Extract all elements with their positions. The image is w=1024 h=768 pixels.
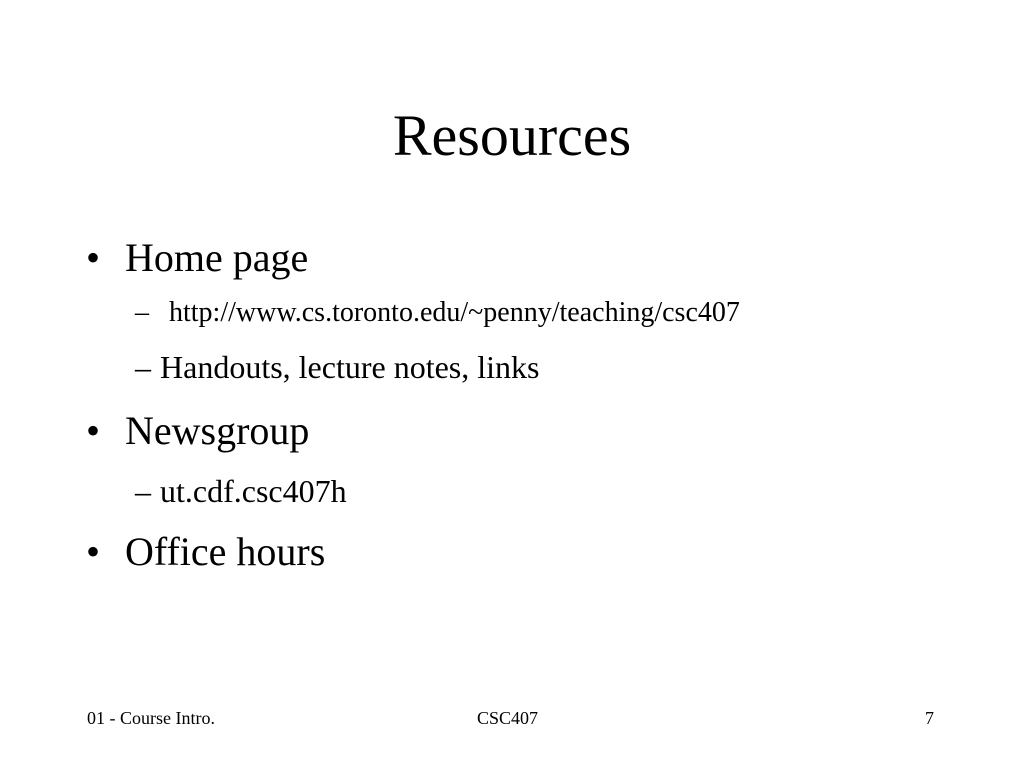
bullet-icon: • <box>86 408 101 453</box>
dash-icon: – <box>135 297 149 328</box>
bullet-label: Home page <box>125 235 309 280</box>
subitem-label: ut.cdf.csc407h <box>160 473 347 509</box>
bullet-label: Newsgroup <box>125 408 310 453</box>
dash-icon: – <box>135 473 151 509</box>
slide-title: Resources <box>392 103 632 168</box>
footer-course-code: CSC407 <box>477 708 539 728</box>
bullet-item-home-page <box>86 234 308 282</box>
bullet-item-newsgroup <box>86 407 309 455</box>
subitem-label: http://www.cs.toronto.edu/~penny/teaching/csc407 <box>169 297 740 328</box>
bullet-label: Office hours <box>125 529 326 574</box>
bullet-item-office-hours <box>86 528 325 576</box>
bullet-icon: • <box>86 529 101 574</box>
dash-icon: – <box>135 349 151 385</box>
subitem-newsgroup-name <box>135 471 347 511</box>
footer-slide-number: 7 <box>925 708 934 728</box>
subitem-home-page-url <box>135 293 740 333</box>
bullet-icon: • <box>86 235 101 280</box>
subitem-handouts <box>135 347 539 387</box>
subitem-label: Handouts, lecture notes, links <box>160 349 540 385</box>
footer-lecture-name: 01 - Course Intro. <box>87 708 215 728</box>
